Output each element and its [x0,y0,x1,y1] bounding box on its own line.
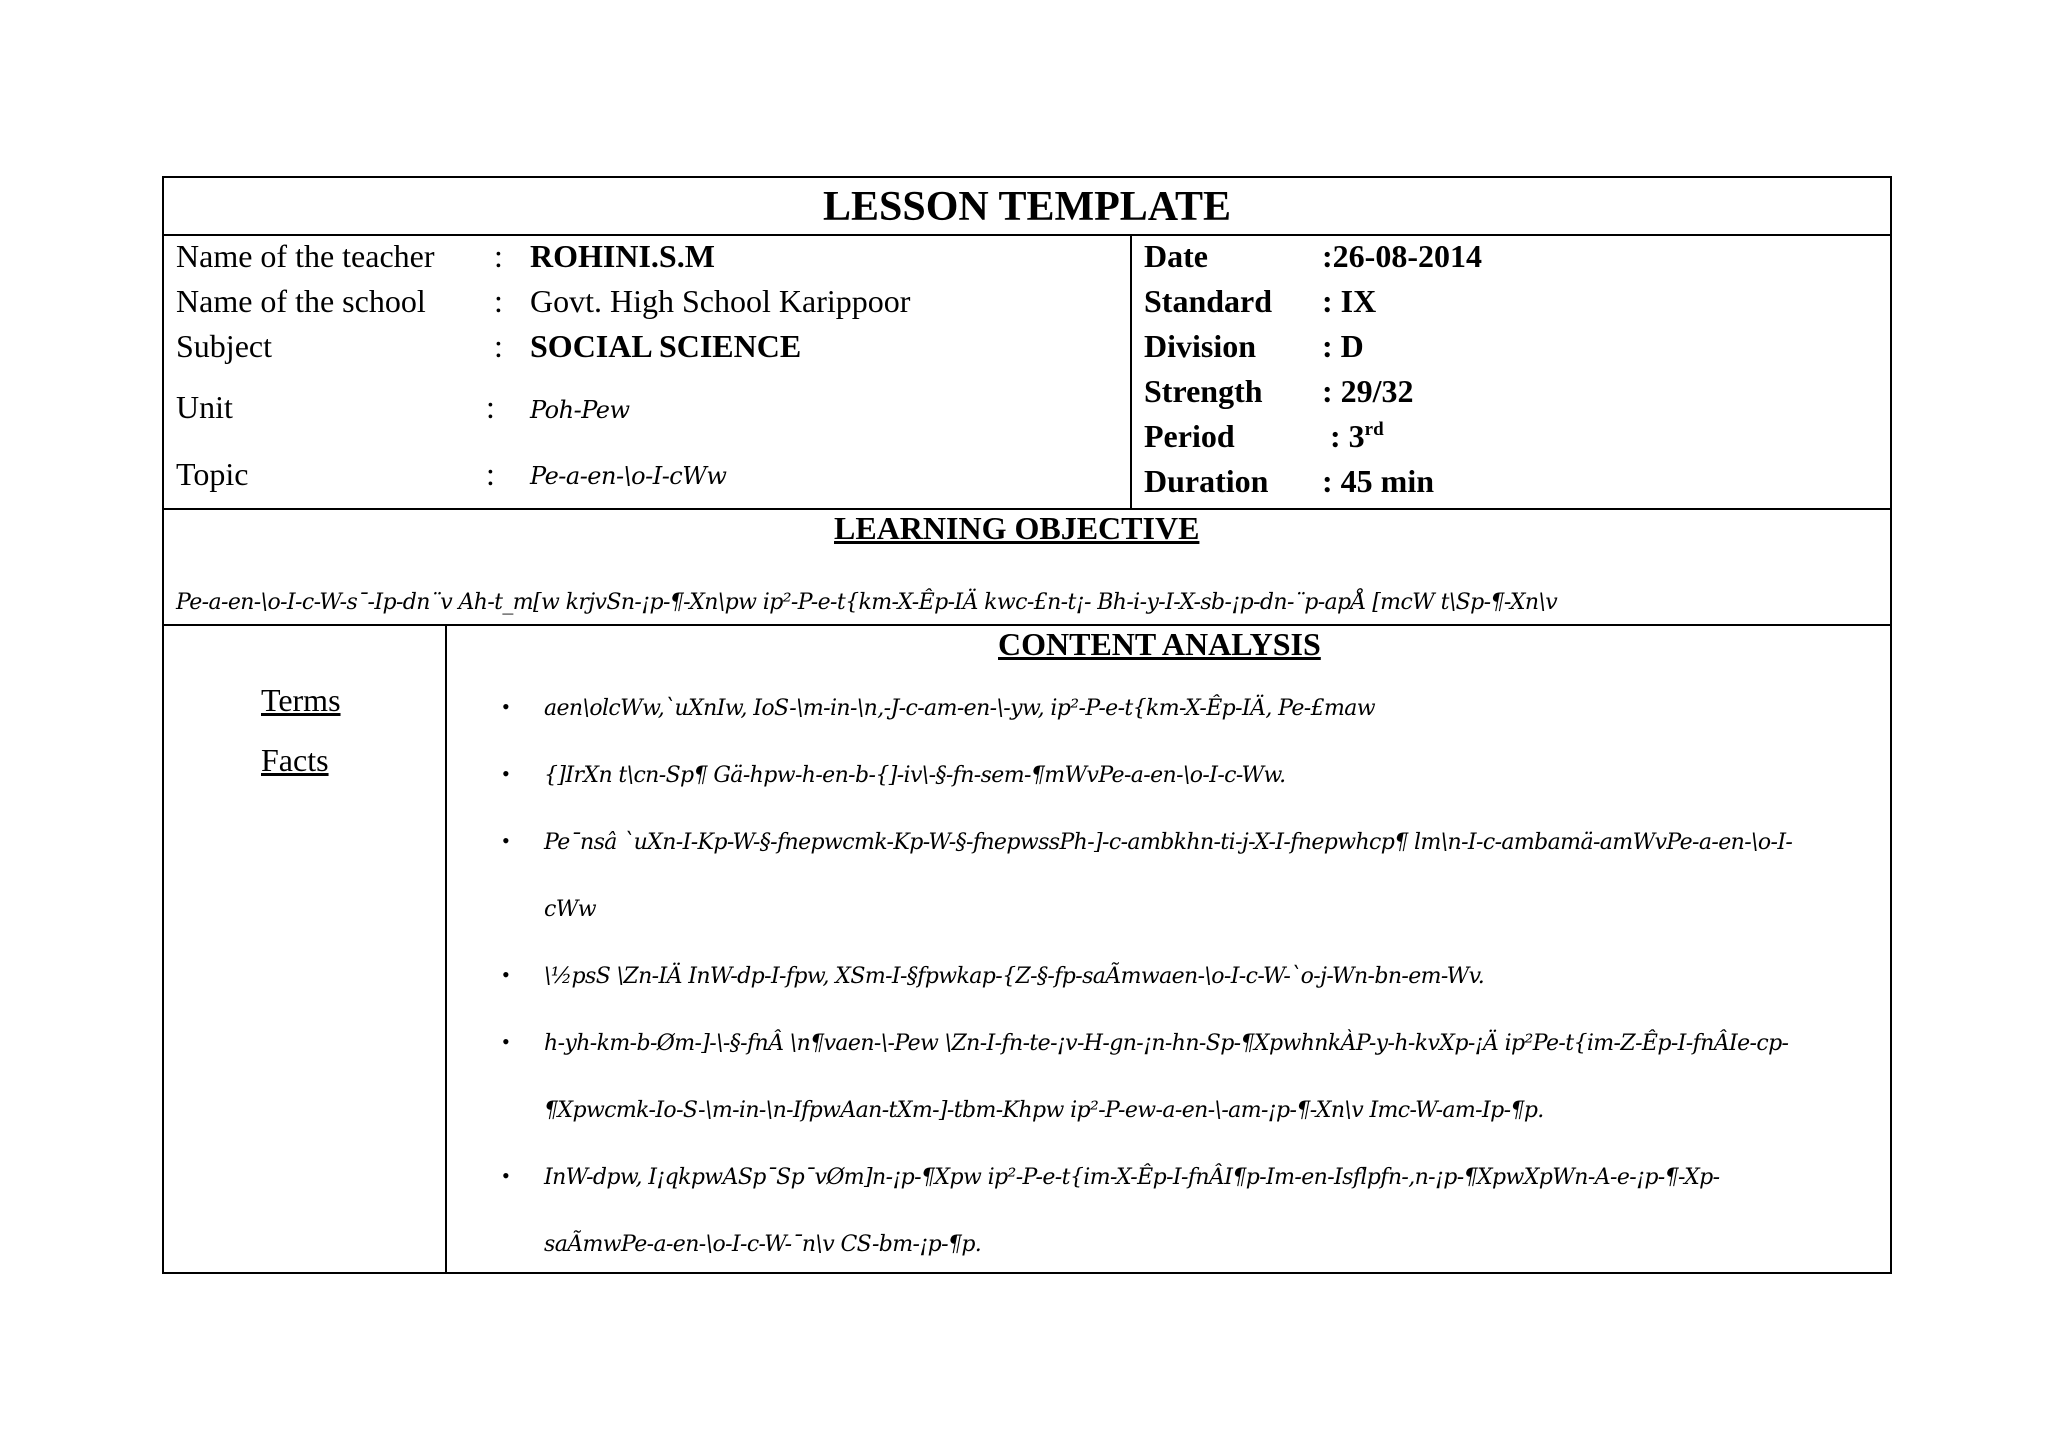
subject-colon: : [494,328,503,364]
school-name-value: Govt. High School Karippoor [530,283,911,319]
content-list [502,626,1882,1266]
bullet-icon: • [502,1163,510,1188]
learning-objective-section [164,508,1890,626]
school-name-colon: : [494,283,503,319]
division-label: Division [1144,328,1257,364]
bullet-icon: • [502,694,510,719]
unit-colon: : [486,389,495,425]
content-line: ¶Xpwcmk-Io-S-\m-in-\n-IfpwAan-tXm-]-tbm-Khpw ip²-P-ew-a-en-\-am-¡p-¶-Xn\v Imc-W-am-Ip-¶p. [544,1098,1544,1123]
school-name-label: Name of the school [176,283,426,319]
period-value [1330,418,1384,455]
bullet-icon: • [502,828,510,853]
content-line: aen\olcWw,`uXnIw, IoS-\m-in-\n,-J-c-am-en-\-yw, ip²-P-e-t{km-X-Êp-IÄ, Pe-£maw [544,696,1376,721]
content-line: Pe¯nsâ `uXn-I-Kp-W-§-fnepwcmk-Kp-W-§-fnepwssPh-]-c-ambkhn-ti-j-X-I-fnepwhcp¶ lm\n-I-c-ambamä-amWvPe-a-en-\o-I- [544,830,1793,855]
period-label: Period [1144,418,1235,454]
facts-label: Facts [261,742,329,778]
strength-value: : 29/32 [1322,373,1414,409]
bullet-icon: • [502,1029,510,1054]
terms-label: Terms [261,682,341,718]
content-analysis-heading: CONTENT ANALYSIS [998,626,1321,662]
bullet-icon: • [502,761,510,786]
content-line: InW-dpw, I¡qkpwASp¯Sp¯vØm]n-¡p-¶Xpw ip²-P-e-t{im-X-Êp-I-fnÂI¶p-Im-en-Isflpfn-,n-¡p-¶XpwXpWn-A-e-¡p-¶-Xp- [544,1165,1720,1190]
learning-objective-text: Pe-a-en-\o-I-c-W-s¯-Ip-dn¨v Ah-t_m[w krjvSn-¡p-¶-Xn\pw ip²-P-e-t{km-X-Êp-IÄ kwc-£n-t¡- Bh-i-y-I-X-sb-¡p-dn-¨p-apÅ [mcW t\Sp-¶-Xn\v [176,590,1558,615]
date-label: Date [1144,238,1208,274]
content-line: cWw [544,897,596,922]
teacher-info-panel [164,236,1132,508]
content-line: {]IrXn t\cn-Sp¶ Gä-hpw-h-en-b-{]-iv\-§-fn-sem-¶mWvPe-a-en-\o-I-c-Ww. [544,763,1286,788]
teacher-name-colon: : [494,238,503,274]
unit-label: Unit [176,389,233,425]
teacher-name-label: Name of the teacher [176,238,435,274]
division-value: : D [1322,328,1364,364]
content-line: h-yh-km-b-Øm-]-\-§-fnÂ \n¶vaen-\-Pew \Zn-I-fn-te-¡v-H-gn-¡n-hn-Sp-¶XpwhnkÀP-y-h-kvXp-¡Ä ip²Pe-t{im-Z-Êp-I-fnÂIe-cp- [544,1031,1789,1056]
teacher-name-value: ROHINI.S.M [530,238,715,274]
duration-value: : 45 min [1322,463,1434,499]
topic-value: Pe-a-en-\o-I-cWw [530,462,727,490]
period-superscript: rd [1364,419,1384,440]
subject-label: Subject [176,328,272,364]
content-line: saÃmwPe-a-en-\o-I-c-W-¯n\v CS-bm-¡p-¶p. [544,1232,982,1257]
topic-colon: : [486,456,495,492]
document-title: LESSON TEMPLATE [164,178,1890,236]
bullet-icon: • [502,962,510,987]
learning-objective-heading: LEARNING OBJECTIVE [834,510,1200,546]
content-analysis-section [447,626,1892,1272]
period-number: : 3 [1330,418,1365,454]
standard-value: : IX [1322,283,1377,319]
strength-label: Strength [1144,373,1263,409]
subject-value: SOCIAL SCIENCE [530,328,802,364]
date-value: :26-08-2014 [1322,238,1482,274]
topic-label: Topic [176,456,249,492]
unit-value: Poh-Pew [530,396,630,424]
class-info-panel [1132,236,1892,508]
lesson-template-table [162,176,1892,1274]
duration-label: Duration [1144,463,1269,499]
content-line: \½psS \Zn-IÄ InW-dp-I-fpw, XSm-I-§fpwkap-{Z-§-fp-saÃmwaen-\o-I-c-W-`o-j-Wn-bn-em-Wv. [544,964,1485,989]
terms-facts-column [164,626,447,1272]
standard-label: Standard [1144,283,1273,319]
